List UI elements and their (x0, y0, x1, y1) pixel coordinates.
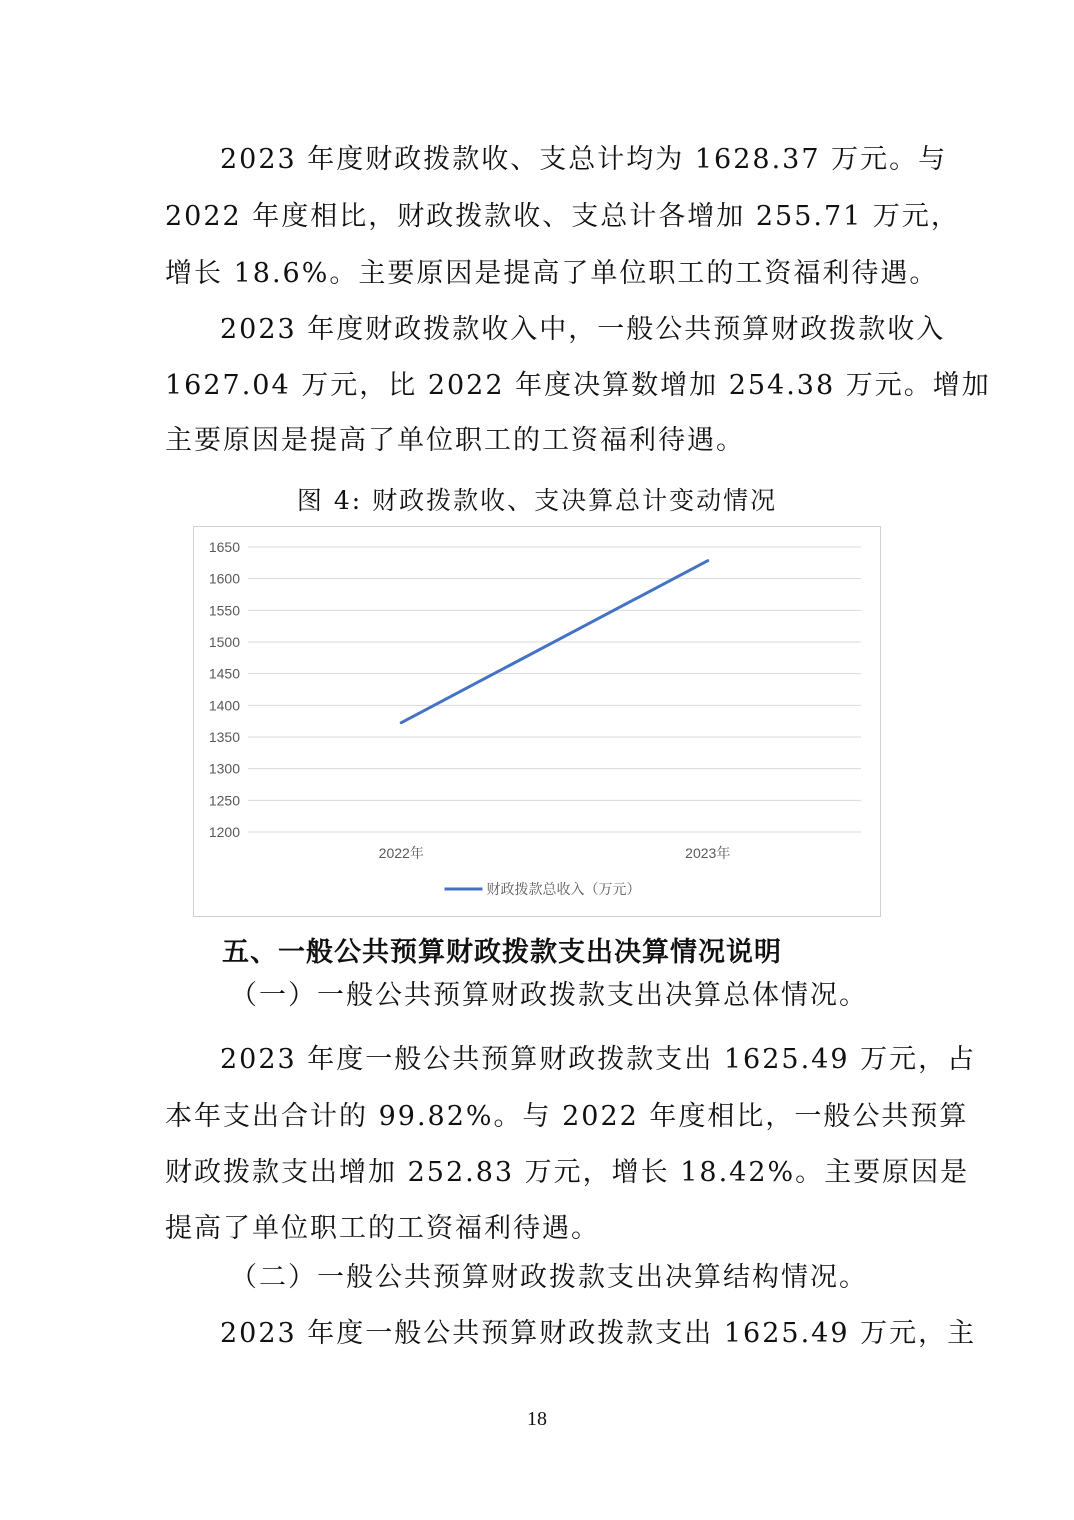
y-tick-label: 1350 (208, 729, 240, 745)
y-tick-label: 1200 (208, 824, 240, 840)
y-tick-label: 1600 (208, 570, 240, 587)
chart-svg (194, 527, 880, 916)
subsection-heading-2: （二）一般公共预算财政拨款支出决算结构情况。 (230, 1262, 868, 1293)
page-number: 18 (527, 1408, 547, 1430)
subsection-heading-1: （一）一般公共预算财政拨款支出决算总体情况。 (230, 980, 868, 1011)
y-tick-label: 1650 (208, 539, 240, 555)
text-line: 增长 18.6%。主要原因是提高了单位职工的工资福利待遇。 (165, 258, 939, 289)
figure-caption: 图 4: 财政拨款收、支决算总计变动情况 (296, 486, 778, 515)
text-line: 提高了单位职工的工资福利待遇。 (165, 1213, 600, 1244)
text-line: 2023 年度一般公共预算财政拨款支出 1625.49 万元，占 (220, 1044, 977, 1075)
legend-label: 财政拨款总收入（万元） (486, 882, 641, 898)
x-tick-label: 2023年 (685, 845, 731, 861)
text-line: 2023 年度财政拨款收、支总计均为 1628.37 万元。与 (220, 144, 948, 175)
text-line: 1627.04 万元，比 2022 年度决算数增加 254.38 万元。增加 (165, 370, 991, 401)
y-tick-label: 1250 (208, 792, 240, 809)
text-line: 2022 年度相比，财政拨款收、支总计各增加 255.71 万元， (165, 201, 960, 232)
y-tick-label: 1400 (208, 697, 240, 714)
y-tick-label: 1450 (208, 665, 240, 682)
section-heading: 五、一般公共预算财政拨款支出决算情况说明 (222, 937, 782, 968)
line-chart (193, 526, 881, 917)
text-line: 2023 年度一般公共预算财政拨款支出 1625.49 万元，主 (220, 1318, 977, 1349)
y-tick-label: 1300 (208, 760, 240, 777)
y-tick-label: 1550 (208, 602, 240, 619)
text-line: 财政拨款支出增加 252.83 万元，增长 18.42%。主要原因是 (165, 1157, 970, 1188)
x-tick-label: 2022年 (378, 845, 424, 861)
text-line: 本年支出合计的 99.82%。与 2022 年度相比，一般公共预算 (165, 1101, 969, 1132)
text-line: 2023 年度财政拨款收入中，一般公共预算财政拨款收入 (220, 314, 946, 345)
text-line: 主要原因是提高了单位职工的工资福利待遇。 (165, 425, 745, 456)
y-tick-label: 1500 (208, 634, 240, 650)
